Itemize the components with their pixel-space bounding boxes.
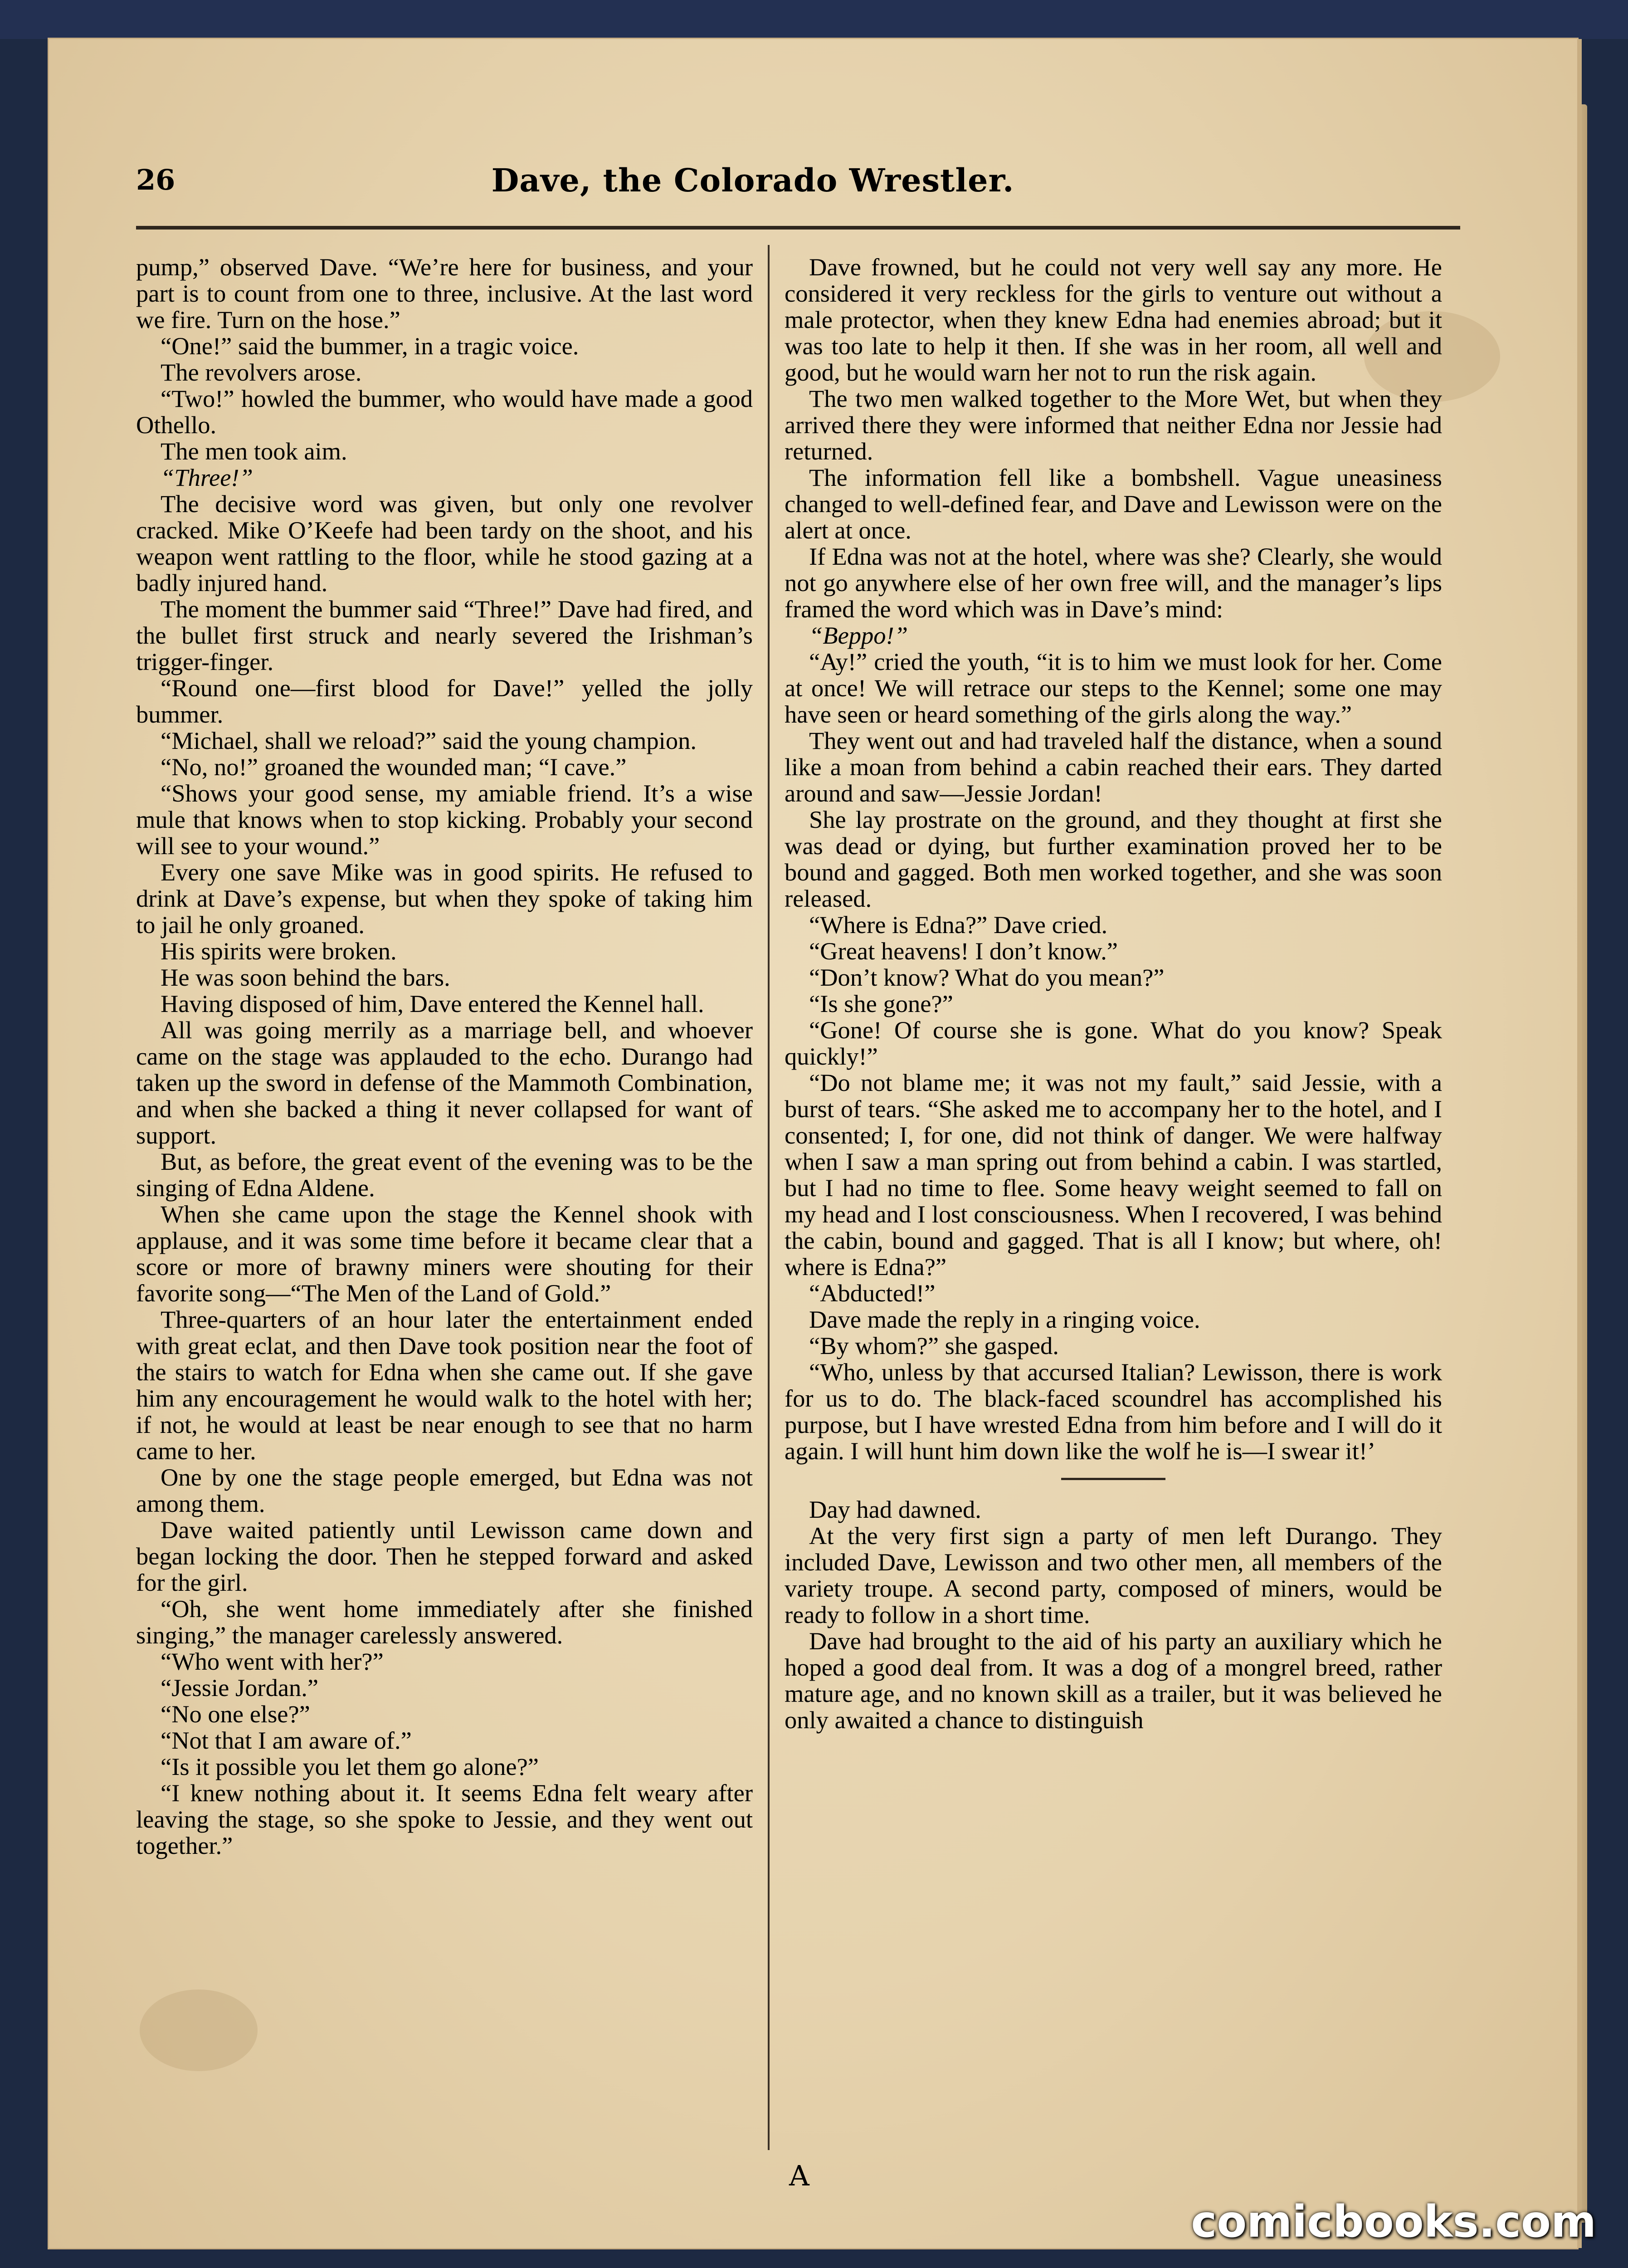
running-head bbox=[136, 136, 1451, 218]
paragraph bbox=[136, 464, 753, 491]
paragraph: “Michael, shall we reload?” said the young champion. bbox=[161, 727, 697, 754]
paragraph: “No, no!” groaned the wounded man; “I cave.” bbox=[161, 753, 627, 781]
paragraph: “Gone! Of course she is gone. What do you know? Speak quickly!” bbox=[785, 1016, 1442, 1070]
page-title: Dave, the Colorado Wrestler. bbox=[491, 161, 1014, 199]
section-break-rule bbox=[1061, 1478, 1165, 1480]
paragraph: They went out and had traveled half the distance, when a sound like a moan from behind a cabin reached their ears. They darted around and saw—Jessie Jordan! bbox=[785, 727, 1442, 807]
paragraph: Every one save Mike was in good spirits. He refused to drink at Dave’s expense, but when they spoke of taking him to jail he only groaned. bbox=[136, 858, 753, 938]
paragraph: He was soon behind the bars. bbox=[161, 963, 450, 991]
background-edge bbox=[0, 0, 1628, 39]
paragraph: “No one else?” bbox=[161, 1700, 310, 1728]
paragraph: Having disposed of him, Dave entered the Kennel hall. bbox=[161, 990, 704, 1017]
paragraph: “Is it possible you let them go alone?” bbox=[161, 1753, 539, 1780]
paragraph: “Don’t know? What do you mean?” bbox=[809, 963, 1165, 991]
right-column bbox=[785, 254, 1442, 1733]
paper-stain bbox=[140, 1989, 258, 2071]
paragraph: All was going merrily as a marriage bell, and whoever came on the stage was applauded to the echo. Durango had taken up the sword in defense of the Mammoth Combination, and when she backed a thing it never collapsed for want of support. bbox=[136, 1016, 753, 1149]
paragraph: “One!” said the bummer, in a tragic voice. bbox=[161, 332, 579, 360]
paragraph: The moment the bummer said “Three!” Dave had fired, and the bullet first struck and nearly severed the Irishman’s trigger-finger. bbox=[136, 595, 753, 675]
italic-text: “Beppo!” bbox=[809, 621, 908, 649]
italic-text: “Three!” bbox=[161, 464, 253, 491]
paragraph: Dave made the reply in a ringing voice. bbox=[809, 1305, 1200, 1333]
left-column bbox=[136, 254, 753, 1859]
paragraph: “Oh, she went home immediately after she finished singing,” the manager carelessly answered. bbox=[136, 1595, 753, 1649]
paragraph: “Not that I am aware of.” bbox=[161, 1726, 412, 1754]
paragraph: “Abducted!” bbox=[809, 1279, 936, 1307]
paragraph: “Who, unless by that accursed Italian? Lewisson, there is work for us to do. The black-faced scoundrel has accomplished his purpose, but I have wrested Edna from him before and I will do it again. I will hunt him down like the wolf he is—I swear it!’ bbox=[785, 1358, 1442, 1465]
paragraph: “Two!” howled the bummer, who would have made a good Othello. bbox=[136, 385, 753, 439]
paragraph: Three-quarters of an hour later the entertainment ended with great eclat, and then Dave took position near the foot of the stairs to watch for Edna when she came out. If she gave him any encouragement he would walk to the hotel with her; if not, he would at least be near enough to see that no harm came to her. bbox=[136, 1305, 753, 1465]
paragraph: “By whom?” she gasped. bbox=[809, 1332, 1059, 1359]
paragraph: “Who went with her?” bbox=[161, 1647, 384, 1675]
page-number: 26 bbox=[136, 163, 175, 196]
paragraph: The two men walked together to the More Wet, but when they arrived there they were informed that neither Edna nor Jessie had returned. bbox=[785, 385, 1442, 465]
paragraph: The decisive word was given, but only one revolver cracked. Mike O’Keefe had been tardy on the shoot, and his weapon went rattling to the floor, while he stood gazing at a badly injured hand. bbox=[136, 490, 753, 596]
paragraph: Dave had brought to the aid of his party an auxiliary which he hoped a good deal from. It was a dog of a mongrel breed, rather mature age, and no known skill as a trailer, but it was believed he only awaited a chance to distinguish bbox=[785, 1627, 1442, 1734]
paragraph: Dave frowned, but he could not very well say any more. He considered it very reckless for the girls to venture out without a male protector, when they knew Edna had enemies abroad; but it was too late to help it then. If she was in her room, all well and good, but he would warn her not to run the risk again. bbox=[785, 253, 1442, 386]
paragraph: “Round one—first blood for Dave!” yelled the jolly bummer. bbox=[136, 674, 753, 728]
paragraph: “Shows your good sense, my amiable friend. It’s a wise mule that knows when to stop kicking. Probably your second will see to your wound.” bbox=[136, 779, 753, 860]
watermark: comicbooks.com bbox=[1191, 2196, 1596, 2247]
signature-mark: A bbox=[789, 2159, 809, 2192]
paragraph: The men took aim. bbox=[161, 437, 347, 465]
paragraph: “Jessie Jordan.” bbox=[161, 1674, 319, 1701]
paragraph: One by one the stage people emerged, but Edna was not among them. bbox=[136, 1463, 753, 1517]
paragraph: She lay prostrate on the ground, and they thought at first she was dead or dying, but further examination proved her to be bound and gagged. Both men worked together, and she was soon released. bbox=[785, 806, 1442, 912]
header-rule bbox=[136, 226, 1460, 230]
paragraph: The revolvers arose. bbox=[161, 358, 362, 386]
paragraph: At the very first sign a party of men left Durango. They included Dave, Lewisson and two other men, all members of the variety troupe. A second party, composed of miners, would be ready to follow in a short time. bbox=[785, 1522, 1442, 1628]
paragraph: When she came upon the stage the Kennel shook with applause, and it was some time before it became clear that a score or more of brawny miners were shouting for their favorite song—“The Men of the Land of Gold.” bbox=[136, 1200, 753, 1307]
paragraph: The information fell like a bombshell. Vague uneasiness changed to well-defined fear, and Dave and Lewisson were on the alert at once. bbox=[785, 464, 1442, 544]
paragraph: But, as before, the great event of the evening was to be the singing of Edna Aldene. bbox=[136, 1148, 753, 1202]
paragraph: “Is she gone?” bbox=[809, 990, 953, 1017]
column-divider bbox=[768, 245, 770, 2150]
paragraph: Day had dawned. bbox=[809, 1496, 981, 1523]
paragraph: “Ay!” cried the youth, “it is to him we must look for her. Come at once! We will retrace our steps to the Kennel; some one may have seen or heard something of the girls along the way.” bbox=[785, 648, 1442, 728]
paragraph: “Do not blame me; it was not my fault,” said Jessie, with a burst of tears. “She asked me to accompany her to the hotel, and I consented; I, for one, did not think of danger. We were halfway when I saw a man spring out from behind a cabin. I was startled, but I had no time to flee. Some heavy weight seemed to fall on my head and I lost consciousness. When I recovered, I was behind the cabin, bound and gagged. That is all I know; but where, oh! where is Edna?” bbox=[785, 1069, 1442, 1281]
paragraph: “Great heavens! I don’t know.” bbox=[809, 937, 1118, 965]
paragraph bbox=[785, 622, 1442, 649]
paragraph: If Edna was not at the hotel, where was she? Clearly, she would not go anywhere else of her own free will, and the manager’s lips framed the word which was in Dave’s mind: bbox=[785, 543, 1442, 623]
paragraph: Dave waited patiently until Lewisson came down and began locking the door. Then he stepped forward and asked for the girl. bbox=[136, 1516, 753, 1596]
paragraph: His spirits were broken. bbox=[161, 937, 397, 965]
paragraph: pump,” observed Dave. “We’re here for business, and your part is to count from one to three, inclusive. At the last word we fire. Turn on the hose.” bbox=[136, 253, 753, 333]
paragraph: “Where is Edna?” Dave cried. bbox=[809, 911, 1108, 938]
paragraph: “I knew nothing about it. It seems Edna felt weary after leaving the stage, so she spoke to Jessie, and they went out together.” bbox=[136, 1779, 753, 1859]
